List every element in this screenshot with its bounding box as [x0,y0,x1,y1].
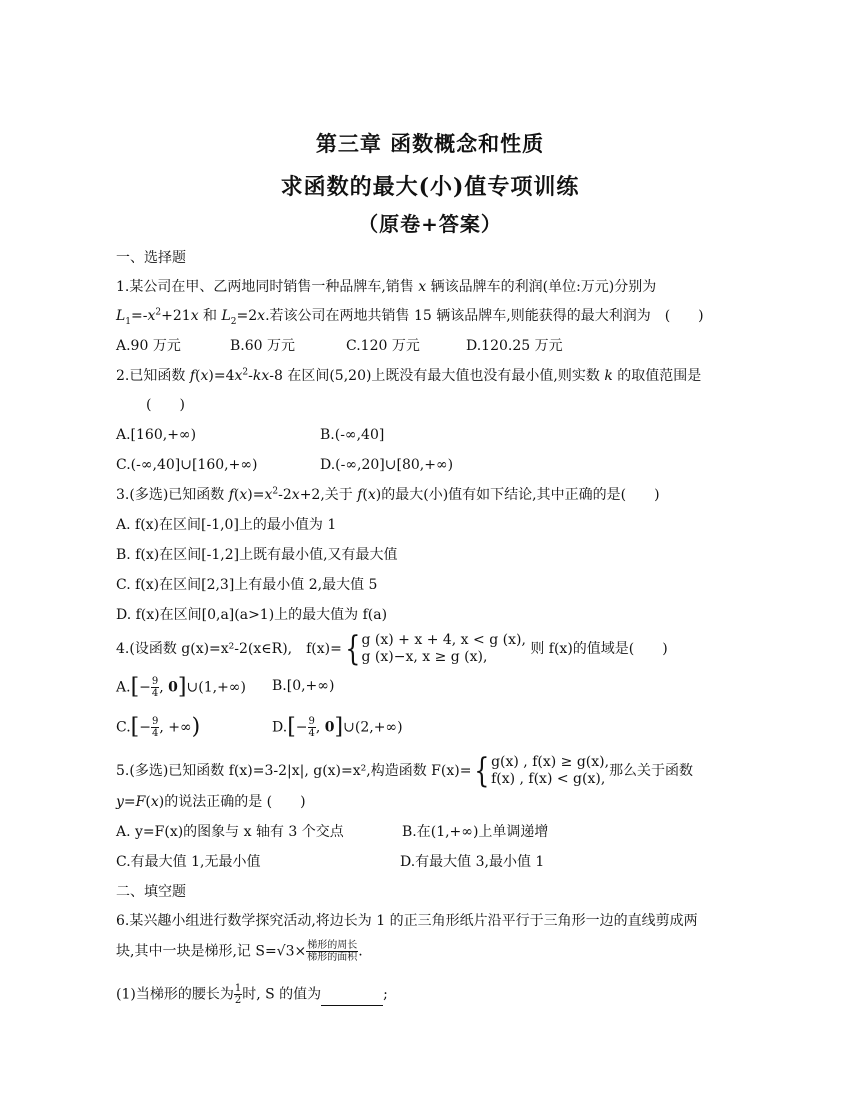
q6-frac-den: 梯形的面积 [307,952,358,963]
q2-option-d: D.(-∞,20]∪[80,+∞) [320,457,454,473]
q5-option-a: A. y=F(x)的图象与 x 轴有 3 个交点 [116,824,344,840]
q3-option-b: B. f(x)在区间[-1,2]上既有最小值,又有最大值 [116,547,398,563]
q5-option-b: B.在(1,+∞)上单调递增 [402,824,549,840]
q3-line1: 3.(多选)已知函数 $f(x)=x^2-2x+2$,关于 f(x)的最大(小)值有如下结论,其中正确的是( ) [116,486,660,503]
chapter-title: 第三章 函数概念和性质 [315,131,545,156]
q4-option-a: A.[− $\frac{9}{4}$ , 0]∪(1,+∞) [116,674,246,700]
q6-part1 [116,983,388,1006]
q5-stem: 5.(多选)已知函数 f(x)=3-2|x|, g(x)=x²,构造函数 F(x)={ g(x) , f(x) ≥ g(x), f(x) , f(x) < g(x), 那么关于函数 [116,751,694,791]
q1-option-a: A.90 万元 [116,338,181,354]
q4-prefix: 4.(设函数 g(x)=x²-2(x∈R), f(x)= [116,641,342,657]
q4-case1: g (x) + x + 4, x < g (x), [361,632,526,648]
q2-line2: ( ) [146,397,185,413]
q5-option-d: D.有最大值 3,最小值 1 [400,854,545,870]
q4-stem: 4.(设函数 g(x)=x²-2(x∈R), f(x)={ g (x) + x + 4, x < g (x), g (x)−x, x ≥ g (x), 则 f(x)的值域是( ) [116,629,668,669]
section-heading-choice: 一、选择题 [116,250,186,266]
q4-option-d: D.[− $\frac{9}{4}$ , 0]∪(2,+∞) [272,714,403,740]
q5-case2: f(x) , f(x) < g(x), [491,771,606,787]
q3-option-d: D. f(x)在区间[0,a](a>1)上的最大值为 f(a) [116,607,388,623]
q1-line2: $L_1=-x^2+21x$ 和 $L_2=2x$.若该公司在两地共销售 15 辆该品牌车,则能获得的最大利润为 ( ) [116,307,704,327]
q1-option-b: B.60 万元 [230,338,296,354]
q6-part1-end: ; [383,986,388,1003]
q3-option-a: A. f(x)在区间[-1,0]上的最小值为 1 [116,517,337,533]
q4-option-c: C.[− $\frac{9}{4}$ , +∞) [116,714,201,740]
q4-case2: g (x)−x, x ≥ g (x), [361,649,488,665]
q4-option-b: B.[0,+∞) [272,678,335,694]
q6-part1-frac-num: 1 [234,983,242,994]
q6-part1-suffix: 时, S 的值为 [242,986,322,1003]
q5-line2: y=F(x)的说法正确的是 ( ) [116,794,306,810]
q5-prefix: 5.(多选)已知函数 f(x)=3-2|x|, g(x)=x²,构造函数 F(x)= [116,763,472,779]
q2-option-b: B.(-∞,40] [320,427,385,443]
answer-blank[interactable] [321,991,383,1006]
q6-frac-num: 梯形的周长 [307,940,358,951]
q1-option-c: C.120 万元 [346,338,420,354]
q6-line2: 块,其中一块是梯形,记 S=√3× $\frac{\text{梯形的周长}}{\text{梯形的面积}}$ . [116,940,363,963]
q1-line1: 1.某公司在甲、乙两地同时销售一种品牌车,销售 x 辆该品牌车的利润(单位:万元)分别为 [116,279,657,295]
q5-case1: g(x) , f(x) ≥ g(x), [491,754,610,770]
q2-line1: 2.已知函数 $f(x)=4x^2-kx-8$ 在区间(5,20)上既没有最大值也没有最小值,则实数 k 的取值范围是 [116,367,702,384]
q6-part1-frac-den: 2 [234,995,242,1006]
q5-suffix: 那么关于函数 [609,763,694,779]
q6-line1: 6.某兴趣小组进行数学探究活动,将边长为 1 的正三角形纸片沿平行于三角形一边的直线剪成两 [116,913,698,929]
q2-option-a: A.[160,+∞) [116,427,197,443]
q6-part1-prefix: (1)当梯形的腰长为 [116,986,234,1003]
subtitle: （原卷+答案） [358,212,502,236]
q1-option-d: D.120.25 万元 [466,338,563,354]
q2-option-c: C.(-∞,40]∪[160,+∞) [116,457,258,473]
exercise-title: 求函数的最大(小)值专项训练 [280,174,580,200]
q4-suffix: 则 f(x)的值域是( ) [530,641,668,657]
q5-option-c: C.有最大值 1,无最小值 [116,854,261,870]
section-heading-fill: 二、填空题 [116,884,186,900]
q3-option-c: C. f(x)在区间[2,3]上有最小值 2,最大值 5 [116,577,378,593]
q6-line2-prefix: 块,其中一块是梯形,记 S=√3× [116,943,307,960]
